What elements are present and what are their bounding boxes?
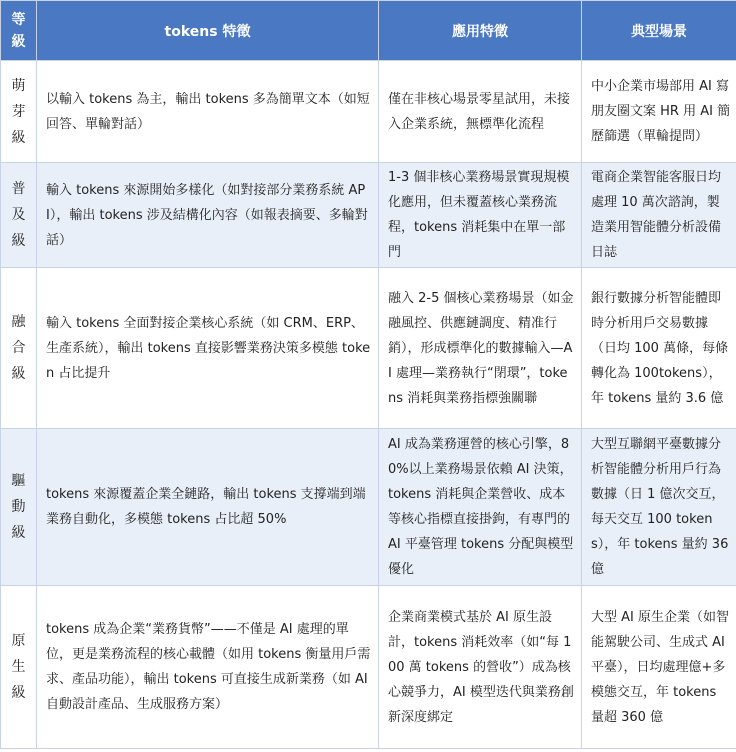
tokens-cell: tokens 成為企業“業務貨幣”——不僅是 AI 處理的單位，更是業務流程的核心載體（如用 tokens 衡量用戶需求、產品功能），輸出 tokens 可直接生成新業務（如 AI 自動設計產品、生成服務方案） — [37, 586, 379, 749]
level-cell: 融 合 級 — [1, 268, 37, 429]
level-cell: 原 生 級 — [1, 586, 37, 749]
header-tokens-features: tokens 特徵 — [37, 1, 379, 61]
level-cell: 普 及 級 — [1, 163, 37, 268]
level-cell: 萌 芽 級 — [1, 61, 37, 163]
header-row — [1, 1, 736, 61]
tokens-cell: 輸入 tokens 全面對接企業核心系統（如 CRM、ERP、生產系統），輸出 tokens 直接影響業務決策多模態 token 占比提升 — [37, 268, 379, 429]
table-row — [1, 429, 736, 586]
scenario-cell: 電商企業智能客服日均處理 10 萬次諮詢，製造業用智能體分析設備日誌 — [582, 163, 736, 268]
scenario-cell: 大型 AI 原生企業（如智能駕駛公司、生成式 AI 平臺），日均處理億+多模態交互，年 tokens 量超 360 億 — [582, 586, 736, 749]
header-application-features: 應用特徵 — [379, 1, 582, 61]
level-cell: 驅 動 級 — [1, 429, 37, 586]
application-cell: 融入 2-5 個核心業務場景（如金融風控、供應鏈調度、精准行銷），形成標準化的數據輸入—AI 處理—業務執行“閉環”，tokens 消耗與業務指標強關聯 — [379, 268, 582, 429]
header-typical-scenarios: 典型場景 — [582, 1, 736, 61]
application-cell: 僅在非核心場景零星試用，未接入企業系統，無標準化流程 — [379, 61, 582, 163]
application-cell: 企業商業模式基於 AI 原生設計，tokens 消耗效率（如“每 100 萬 tokens 的營收”）成為核心競爭力，AI 模型迭代與業務創新深度綁定 — [379, 586, 582, 749]
scenario-cell: 大型互聯網平臺數據分析智能體分析用戶行為數據（日 1 億次交互，每天交互 100 tokens），年 tokens 量約 36 億 — [582, 429, 736, 586]
application-cell: AI 成為業務運營的核心引擎，80%以上業務場景依賴 AI 決策，tokens 消耗與企業營收、成本等核心指標直接掛鉤，有專門的 AI 平臺管理 tokens 分配與模型優化 — [379, 429, 582, 586]
table-row — [1, 163, 736, 268]
table-row — [1, 268, 736, 429]
scenario-cell: 銀行數據分析智能體即時分析用戶交易數據（日均 100 萬條，每條轉化為 100tokens），年 tokens 量約 3.6 億 — [582, 268, 736, 429]
tokens-cell: 以輸入 tokens 為主，輸出 tokens 多為簡單文本（如短回答、單輪對話） — [37, 61, 379, 163]
application-cell: 1-3 個非核心業務場景實現規模化應用，但未覆蓋核心業務流程，tokens 消耗集中在單一部門 — [379, 163, 582, 268]
tokens-cell: 輸入 tokens 來源開始多樣化（如對接部分業務系統 API），輸出 tokens 涉及結構化內容（如報表摘要、多輪對話） — [37, 163, 379, 268]
table-row — [1, 61, 736, 163]
tokens-cell: tokens 來源覆蓋企業全鏈路，輸出 tokens 支撐端到端業務自動化，多模態 tokens 占比超 50% — [37, 429, 379, 586]
table-row — [1, 586, 736, 749]
header-level: 等 級 — [1, 1, 37, 61]
scenario-cell: 中小企業市場部用 AI 寫朋友圈文案 HR 用 AI 簡歷篩選（單輪提問） — [582, 61, 736, 163]
